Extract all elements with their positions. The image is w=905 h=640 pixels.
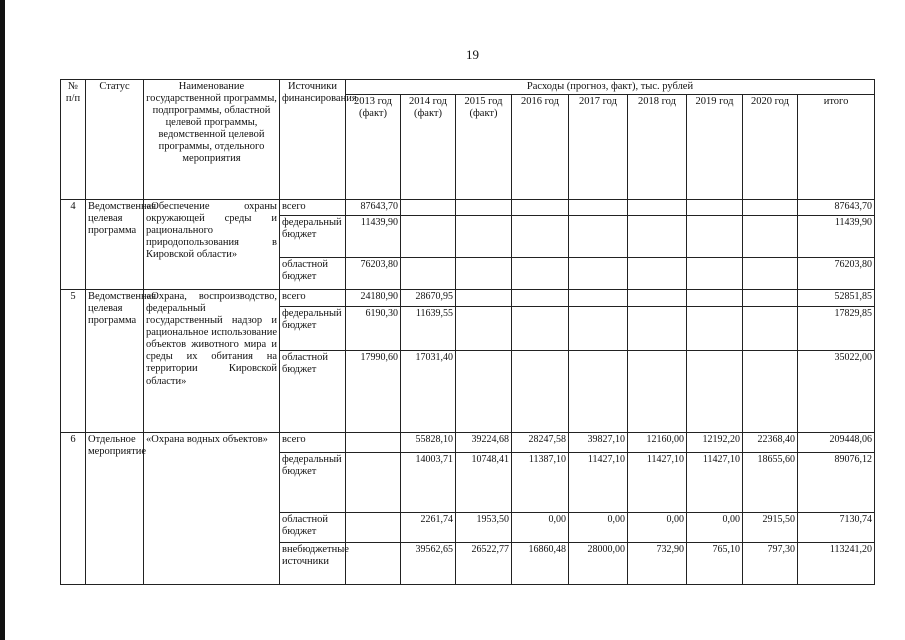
value-cell: 6190,30 (346, 307, 401, 351)
value-cell: 11427,10 (687, 453, 743, 513)
value-cell: 2915,50 (743, 513, 798, 543)
value-cell: 28000,00 (569, 543, 628, 585)
value-cell (512, 307, 569, 351)
value-cell: 39827,10 (569, 433, 628, 453)
value-cell (743, 290, 798, 307)
value-cell (687, 290, 743, 307)
value-cell (456, 258, 512, 290)
value-cell (512, 216, 569, 258)
row-source: федеральный бюджет (280, 216, 346, 258)
value-cell: 732,90 (628, 543, 687, 585)
value-cell: 11427,10 (628, 453, 687, 513)
value-cell (743, 258, 798, 290)
value-cell (743, 351, 798, 433)
value-cell (628, 200, 687, 216)
row-program-name: «Обеспечение охраны окружающей среды и рационального природопользования в Кировской области» (144, 200, 280, 290)
value-cell (401, 200, 456, 216)
value-cell (743, 200, 798, 216)
value-cell: 87643,70 (798, 200, 875, 216)
header-expenses: Расходы (прогноз, факт), тыс. рублей (346, 80, 875, 95)
value-cell: 28670,95 (401, 290, 456, 307)
value-cell: 18655,60 (743, 453, 798, 513)
row-source: областной бюджет (280, 513, 346, 543)
value-cell: 209448,06 (798, 433, 875, 453)
row-program-name: «Охрана, воспроизводство, федеральный государственный надзор и рациональное использование объектов животного мира и среды их обитания на территории Кировской области» (144, 290, 280, 433)
value-cell (743, 307, 798, 351)
budget-table (60, 79, 875, 585)
value-cell (569, 351, 628, 433)
value-cell (346, 433, 401, 453)
page-number: 19 (466, 47, 479, 62)
value-cell (456, 307, 512, 351)
value-cell (401, 258, 456, 290)
value-cell (346, 543, 401, 585)
header-year: итого (798, 95, 875, 200)
value-cell: 12192,20 (687, 433, 743, 453)
row-status: Ведомственная целевая программа (86, 290, 144, 433)
value-cell (512, 200, 569, 216)
value-cell (628, 351, 687, 433)
value-cell (569, 216, 628, 258)
header-year: 2019 год (687, 95, 743, 200)
page-edge-bar (0, 0, 5, 640)
row-number: 4 (61, 200, 86, 290)
value-cell (687, 351, 743, 433)
value-cell: 76203,80 (346, 258, 401, 290)
table-row (61, 290, 875, 307)
row-status: Ведомственная целевая программа (86, 200, 144, 290)
value-cell (512, 290, 569, 307)
header-sources: Источники финансирования (280, 80, 346, 200)
row-program-name: «Охрана водных объектов» (144, 433, 280, 585)
value-cell: 1953,50 (456, 513, 512, 543)
row-number: 5 (61, 290, 86, 433)
row-source: областной бюджет (280, 258, 346, 290)
value-cell (456, 290, 512, 307)
header-year: 2014 год (факт) (401, 95, 456, 200)
value-cell (628, 307, 687, 351)
row-source: областной бюджет (280, 351, 346, 433)
value-cell: 11439,90 (798, 216, 875, 258)
row-source: всего (280, 290, 346, 307)
value-cell: 797,30 (743, 543, 798, 585)
value-cell: 52851,85 (798, 290, 875, 307)
value-cell (743, 216, 798, 258)
value-cell: 22368,40 (743, 433, 798, 453)
value-cell: 11639,55 (401, 307, 456, 351)
value-cell: 0,00 (687, 513, 743, 543)
header-number: № п/п (61, 80, 86, 200)
row-number: 6 (61, 433, 86, 585)
value-cell (628, 290, 687, 307)
value-cell (687, 258, 743, 290)
value-cell: 35022,00 (798, 351, 875, 433)
value-cell: 17990,60 (346, 351, 401, 433)
row-source: всего (280, 433, 346, 453)
header-year: 2018 год (628, 95, 687, 200)
header-year: 2013 год (факт) (346, 95, 401, 200)
value-cell: 7130,74 (798, 513, 875, 543)
value-cell: 11387,10 (512, 453, 569, 513)
value-cell: 12160,00 (628, 433, 687, 453)
value-cell (569, 290, 628, 307)
value-cell: 76203,80 (798, 258, 875, 290)
row-source: федеральный бюджет (280, 307, 346, 351)
row-source: федеральный бюджет (280, 453, 346, 513)
value-cell (628, 216, 687, 258)
value-cell: 89076,12 (798, 453, 875, 513)
value-cell (346, 513, 401, 543)
value-cell (628, 258, 687, 290)
value-cell (346, 453, 401, 513)
value-cell: 10748,41 (456, 453, 512, 513)
value-cell: 14003,71 (401, 453, 456, 513)
value-cell: 17031,40 (401, 351, 456, 433)
header-name: Наименование государственной программы, подпрограммы, областной целевой программы, ведомственной целевой программы, отдельного мероприятия (144, 80, 280, 200)
row-source: всего (280, 200, 346, 216)
table-row (61, 200, 875, 216)
value-cell: 2261,74 (401, 513, 456, 543)
value-cell (512, 351, 569, 433)
value-cell (456, 351, 512, 433)
value-cell: 11427,10 (569, 453, 628, 513)
value-cell (569, 307, 628, 351)
value-cell: 39562,65 (401, 543, 456, 585)
value-cell: 0,00 (512, 513, 569, 543)
value-cell: 0,00 (628, 513, 687, 543)
value-cell: 16860,48 (512, 543, 569, 585)
value-cell (512, 258, 569, 290)
header-status: Статус (86, 80, 144, 200)
header-year: 2020 год (743, 95, 798, 200)
value-cell (687, 307, 743, 351)
value-cell: 0,00 (569, 513, 628, 543)
header-year: 2016 год (512, 95, 569, 200)
value-cell (456, 216, 512, 258)
value-cell: 17829,85 (798, 307, 875, 351)
row-status: Отдельное мероприятие (86, 433, 144, 585)
value-cell: 113241,20 (798, 543, 875, 585)
value-cell (569, 200, 628, 216)
value-cell: 39224,68 (456, 433, 512, 453)
value-cell (569, 258, 628, 290)
header-year: 2017 год (569, 95, 628, 200)
value-cell: 26522,77 (456, 543, 512, 585)
row-source: внебюджетные источники (280, 543, 346, 585)
value-cell (456, 200, 512, 216)
value-cell: 11439,90 (346, 216, 401, 258)
value-cell: 28247,58 (512, 433, 569, 453)
header-year: 2015 год (факт) (456, 95, 512, 200)
value-cell: 24180,90 (346, 290, 401, 307)
value-cell: 765,10 (687, 543, 743, 585)
value-cell: 55828,10 (401, 433, 456, 453)
value-cell (687, 200, 743, 216)
value-cell (687, 216, 743, 258)
value-cell (401, 216, 456, 258)
table-row (61, 433, 875, 453)
value-cell: 87643,70 (346, 200, 401, 216)
